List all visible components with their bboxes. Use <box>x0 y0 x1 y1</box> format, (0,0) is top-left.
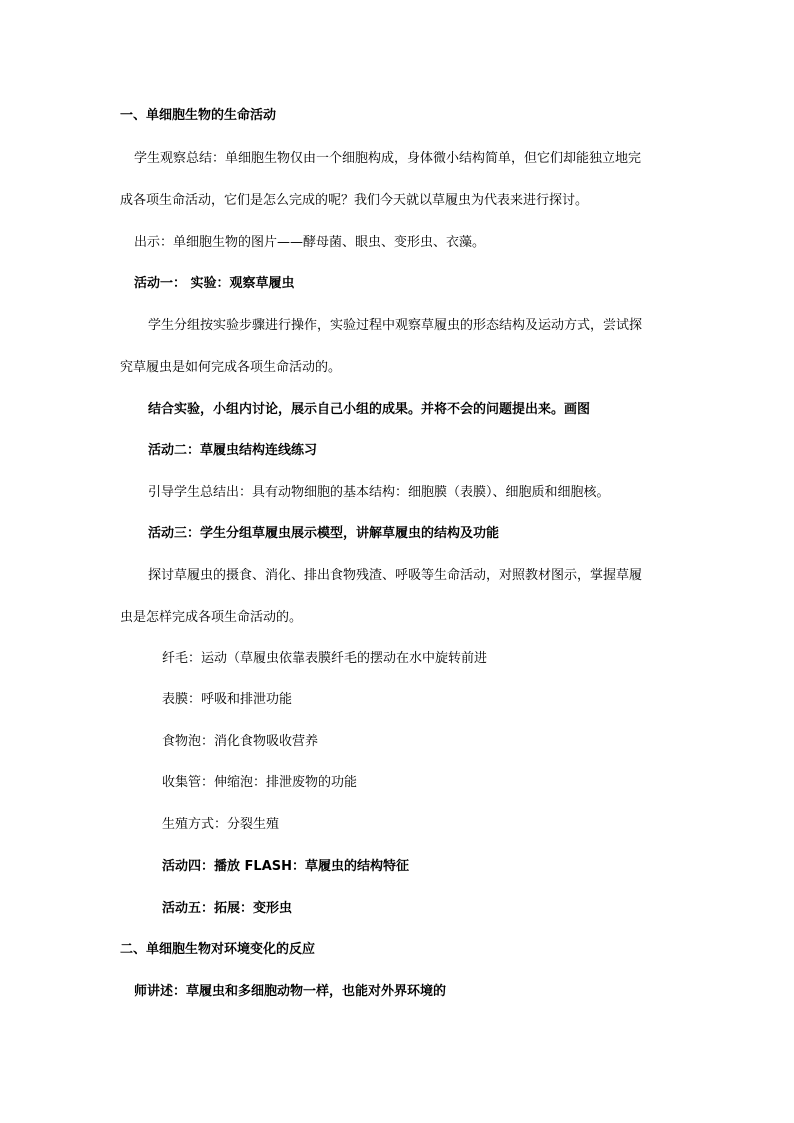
list-item: 纤毛：运动（草履虫依靠表膜纤毛的摆动在水中旋转前进 <box>162 651 488 666</box>
paragraph-line: 学生观察总结：单细胞生物仅由一个细胞构成，身体微小结构简单，但它们却能独立地完 <box>134 151 642 166</box>
section-heading-1: 一、单细胞生物的生命活动 <box>120 108 277 123</box>
list-item: 表膜：呼吸和排泄功能 <box>162 692 293 707</box>
paragraph-line: 出示：单细胞生物的图片——酵母菌、眼虫、变形虫、衣藻。 <box>134 235 486 250</box>
section-heading-2: 二、单细胞生物对环境变化的反应 <box>120 942 316 957</box>
paragraph-line: 虫是怎样完成各项生命活动的。 <box>120 610 303 625</box>
activity-heading: 活动四：播放 FLASH：草履虫的结构特征 <box>162 859 409 874</box>
paragraph-line: 究草履虫是如何完成各项生命活动的。 <box>120 360 342 375</box>
activity-heading: 活动二：草履虫结构连线练习 <box>148 443 318 458</box>
paragraph-line: 结合实验，小组内讨论，展示自己小组的成果。并将不会的问题提出来。画图 <box>148 402 591 417</box>
paragraph-line: 探讨草履虫的摄食、消化、排出食物残渣、呼吸等生命活动，对照教材图示，掌握草履 <box>148 568 643 583</box>
paragraph-line: 学生分组按实验步骤进行操作，实验过程中观察草履虫的形态结构及运动方式，尝试探 <box>148 318 643 333</box>
activity-heading: 活动五：拓展：变形虫 <box>162 901 293 916</box>
paragraph-line: 师讲述：草履虫和多细胞动物一样，也能对外界环境的 <box>134 984 447 999</box>
list-item: 食物泡：消化食物吸收营养 <box>162 734 319 749</box>
activity-heading: 活动三：学生分组草履虫展示模型，讲解草履虫的结构及功能 <box>148 526 500 541</box>
paragraph-line: 成各项生命活动，它们是怎么完成的呢？我们今天就以草履虫为代表来进行探讨。 <box>120 193 589 208</box>
list-item: 生殖方式：分裂生殖 <box>162 817 280 832</box>
list-item: 收集管：伸缩泡：排泄废物的功能 <box>162 775 358 790</box>
paragraph-line: 引导学生总结出：具有动物细胞的基本结构：细胞膜（表膜）、细胞质和细胞核。 <box>148 485 610 500</box>
activity-heading: 活动一： 实验：观察草履虫 <box>134 276 295 291</box>
